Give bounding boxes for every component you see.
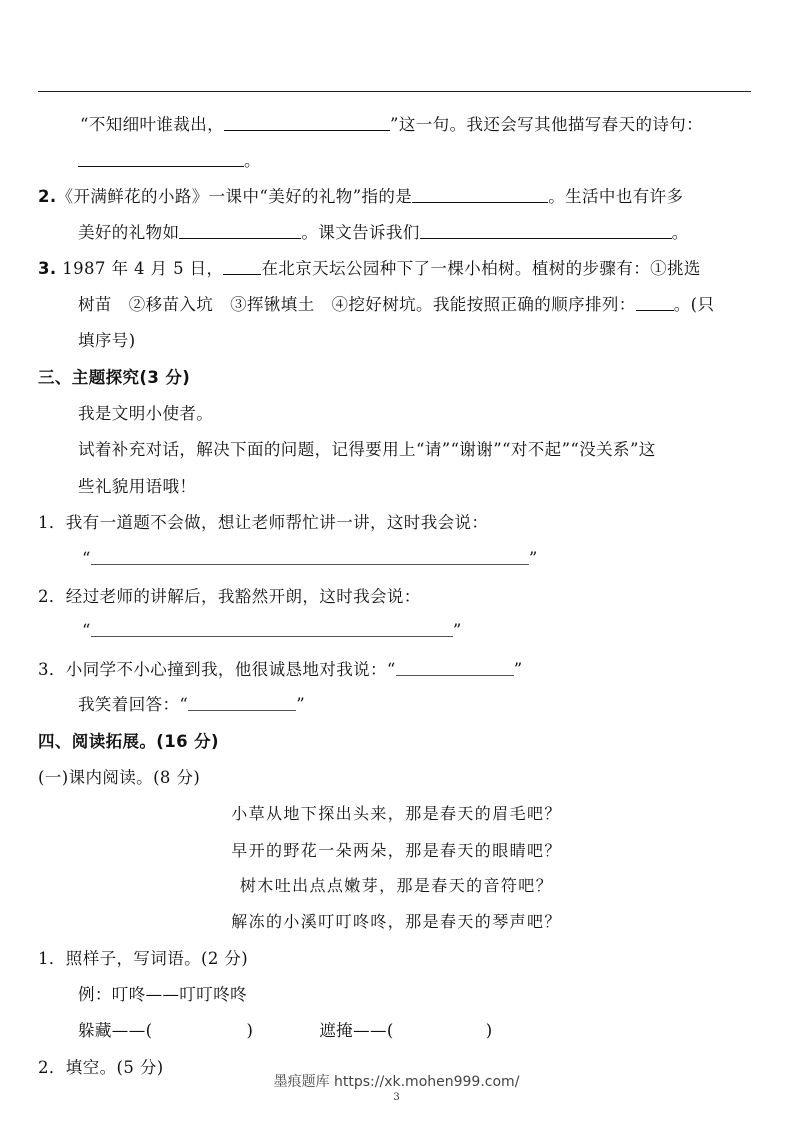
q2-text-a: 《开满鲜花的小路》一课中“美好的礼物”指的是: [56, 187, 413, 206]
q3-text-a: 1987 年 4 月 5 日，: [62, 259, 224, 278]
poem-line-4: 解冻的小溪叮叮咚咚，那是春天的琴声吧？: [231, 912, 562, 931]
dialog-item-2-answer: [82, 620, 462, 642]
q1-text-a: “不知细叶谁裁出，: [80, 115, 225, 134]
q3-line-2: [78, 294, 714, 316]
dialog-answer-blank-2[interactable]: [91, 620, 453, 637]
word-fill-1-label: 躲藏——(: [78, 1021, 153, 1040]
word-fill-1-close: ): [246, 1021, 254, 1040]
q3-answer-blank-2[interactable]: [636, 294, 674, 311]
dialog-item-3-text: 3．小同学不小心撞到我，他很诚恳地对我说：“: [38, 660, 396, 679]
dialog-answer-blank-3[interactable]: [396, 659, 514, 676]
q2-text-b: 。生活中也有许多: [548, 187, 684, 206]
q1-continuation-line: [80, 114, 703, 136]
close-quote: ”: [296, 695, 306, 714]
q1-end: 。: [244, 151, 261, 170]
q3-number: 3.: [38, 259, 57, 278]
q3-text-e: 填序号): [78, 331, 136, 350]
q2-text-e: 。: [671, 223, 689, 242]
close-quote: ”: [452, 621, 462, 640]
q3-answer-blank-1[interactable]: [223, 258, 261, 275]
q1-text-b: ”这一句。我还会写其他描写春天的诗句：: [390, 115, 704, 134]
section-4-heading: 四、阅读拓展。(16 分): [38, 732, 219, 751]
q1-continuation-line-2: [78, 150, 261, 172]
word-fill-2-label: 遮掩——(: [319, 1021, 394, 1040]
q1-answer-blank-2[interactable]: [78, 150, 244, 167]
dialog-item-2: 2．经过老师的讲解后，我豁然开朗，这时我会说：: [38, 587, 421, 606]
section-3-instruction-1: 试着补充对话，解决下面的问题，记得要用上“请”“谢谢”“对不起”“没关系”这: [78, 440, 656, 459]
q2-text-d: 。课文告诉我们: [301, 223, 420, 242]
dialog-item-3: [38, 659, 523, 681]
q3-line-1: [38, 258, 701, 280]
header-rule: [38, 91, 751, 92]
q2-line-1: [38, 186, 683, 208]
q2-line-2: [78, 222, 689, 244]
dialog-answer-blank-1[interactable]: [91, 548, 529, 565]
dialog-item-1: 1．我有一道题不会做，想让老师帮忙讲一讲，这时我会说：: [38, 513, 489, 532]
reading-question-2: 2．填空。(5 分): [38, 1058, 164, 1077]
q2-number: 2.: [38, 187, 57, 206]
poem-line-1: 小草从地下探出头来，那是春天的眉毛吧？: [231, 804, 562, 823]
reading-question-1: 1．照样子，写词语。(2 分): [38, 949, 249, 968]
dialog-item-3-reply-text: 我笑着回答：“: [78, 695, 189, 714]
open-quote: “: [82, 621, 91, 640]
open-quote: “: [82, 549, 91, 568]
close-quote: ”: [528, 549, 538, 568]
dialog-item-1-answer: [82, 548, 538, 570]
q2-answer-blank-3[interactable]: [420, 222, 672, 239]
word-fill-2-close: ): [485, 1021, 493, 1040]
dialog-answer-blank-4[interactable]: [188, 694, 296, 711]
dialog-item-3-reply: [78, 694, 305, 716]
q3-text-d: 。(只: [673, 295, 715, 314]
poem-line-3: 树木吐出点点嫩芽，那是春天的音符吧？: [239, 876, 554, 895]
word-fill-row: [78, 1020, 493, 1042]
q3-text-b: 在北京天坛公园种下了一棵小柏树。植树的步骤有：①挑选: [261, 259, 701, 278]
close-quote: ”: [513, 660, 523, 679]
section-3-intro: 我是文明小使者。: [78, 404, 214, 423]
section-4-subheading: (一)课内阅读。(8 分): [38, 768, 201, 787]
page-number: 3: [393, 1092, 400, 1103]
q1-answer-blank-1[interactable]: [224, 114, 390, 131]
q3-text-c: 树苗 ②移苗入坑 ③挥锹填土 ④挖好树坑。我能按照正确的顺序排列：: [78, 295, 636, 314]
footer-watermark: 墨痕题库 https://xk.mohen999.com/: [273, 1074, 520, 1090]
q2-answer-blank-1[interactable]: [412, 186, 548, 203]
section-3-heading: 三、主题探究(3 分): [38, 368, 191, 387]
section-3-instruction-2: 些礼貌用语哦！: [78, 477, 197, 496]
reading-question-1-example: 例：叮咚——叮叮咚咚: [78, 985, 247, 1004]
poem-line-2: 早开的野花一朵两朵，那是春天的眼睛吧？: [231, 841, 562, 860]
q2-text-c: 美好的礼物如: [78, 223, 180, 242]
q2-answer-blank-2[interactable]: [179, 222, 301, 239]
